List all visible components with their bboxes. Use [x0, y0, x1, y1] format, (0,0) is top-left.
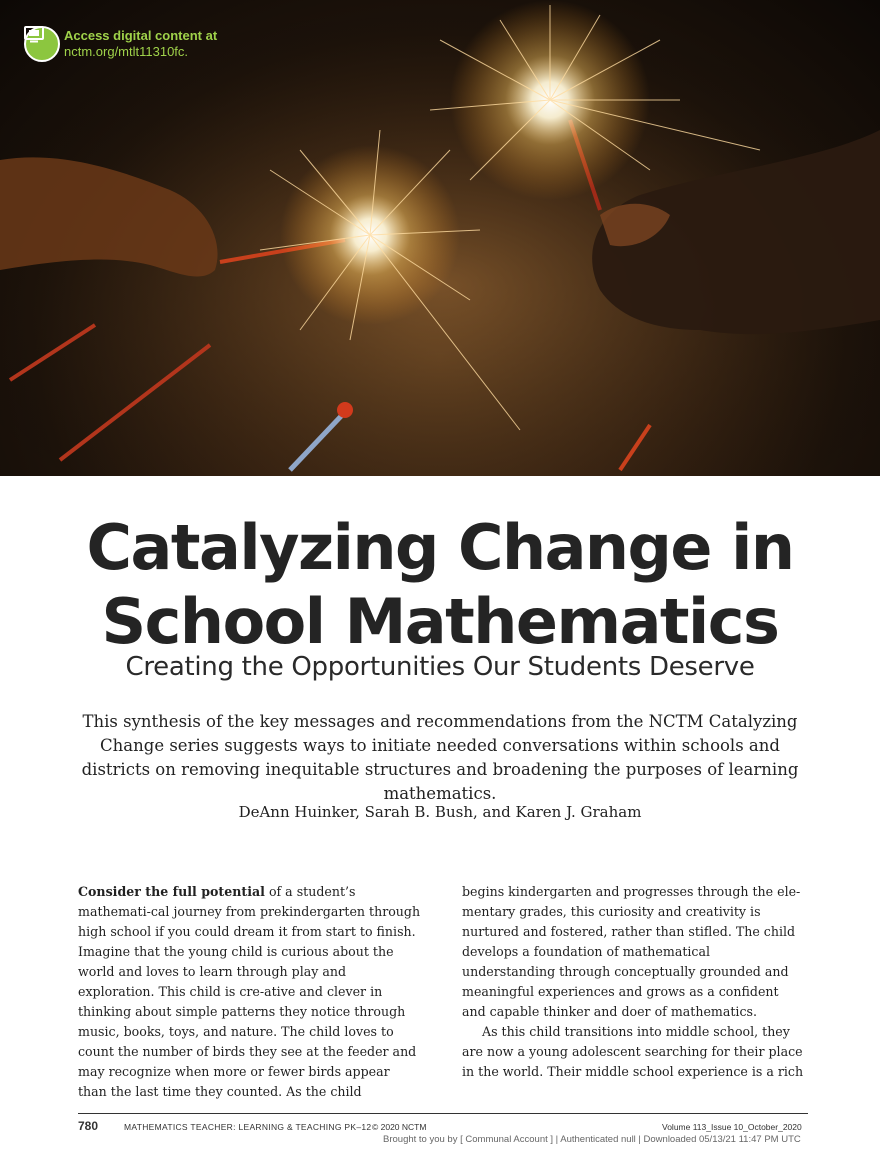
badge-heading: Access digital content at	[64, 28, 218, 43]
body-text: of a student’s mathemati-cal journey from prekindergarten through high school if you could dream it from start to finish. Imagine that the young child is curious about the world and loves to learn through play and exploration. This child is cre-ative and clever in thinking about simple patterns they notice through music, books, toys, and nature. The child loves to count the number of birds they see at the feeder and may recognize when more or fewer birds appear than the last time they counted. As the child	[78, 884, 421, 1099]
body-column-right	[462, 882, 806, 1082]
article-title-line-1: Catalyzing Change in	[86, 511, 794, 584]
body-paragraph	[78, 882, 422, 1102]
download-notice: Brought to you by [ Communal Account ] | Authenticated null | Downloaded 05/13/21 11:47 PM UTC	[383, 1134, 801, 1145]
body-column-left	[78, 882, 422, 1102]
lead-in-bold: Consider the full potential	[78, 884, 265, 899]
journal-name: MATHEMATICS TEACHER: LEARNING & TEACHING PK–12	[124, 1122, 372, 1132]
copyright: © 2020 NCTM	[372, 1122, 427, 1132]
article-intro: This synthesis of the key messages and recommendations from the NCTM Catalyzing Change series suggests ways to initiate needed conversations within schools and districts on removing inequitable structures and broadening the purposes of learning mathematics.	[81, 712, 799, 803]
body-paragraph: begins kindergarten and progresses through the ele-mentary grades, this curiosity and creativity is nurtured and fostered, rather than stifled. The child develops a foundation of mathematical understanding through conceptually grounded and meaningful experiences and grows as a confident and capable thinker and doer of mathematics.	[462, 884, 801, 1019]
hero-photo-sparklers	[0, 0, 880, 476]
video-screen-icon	[24, 26, 60, 62]
badge-url-link[interactable]: nctm.org/mtlt11310fc.	[64, 44, 189, 59]
volume-info: Volume 113_Issue 10_October_2020	[662, 1122, 802, 1132]
body-paragraph: As this child transitions into middle school, they are now a young adolescent searching for their place in the world. Their middle school experience is a rich	[462, 1024, 804, 1079]
article-subtitle: Creating the Opportunities Our Students Deserve	[125, 652, 755, 682]
article-authors: DeAnn Huinker, Sarah B. Bush, and Karen J. Graham	[238, 803, 642, 821]
page-number: 780	[78, 1119, 99, 1133]
sparklers-illustration	[0, 0, 880, 476]
article-title-line-2: School Mathematics	[101, 585, 779, 658]
digital-content-badge[interactable]	[24, 26, 217, 62]
footer-divider	[78, 1113, 808, 1114]
